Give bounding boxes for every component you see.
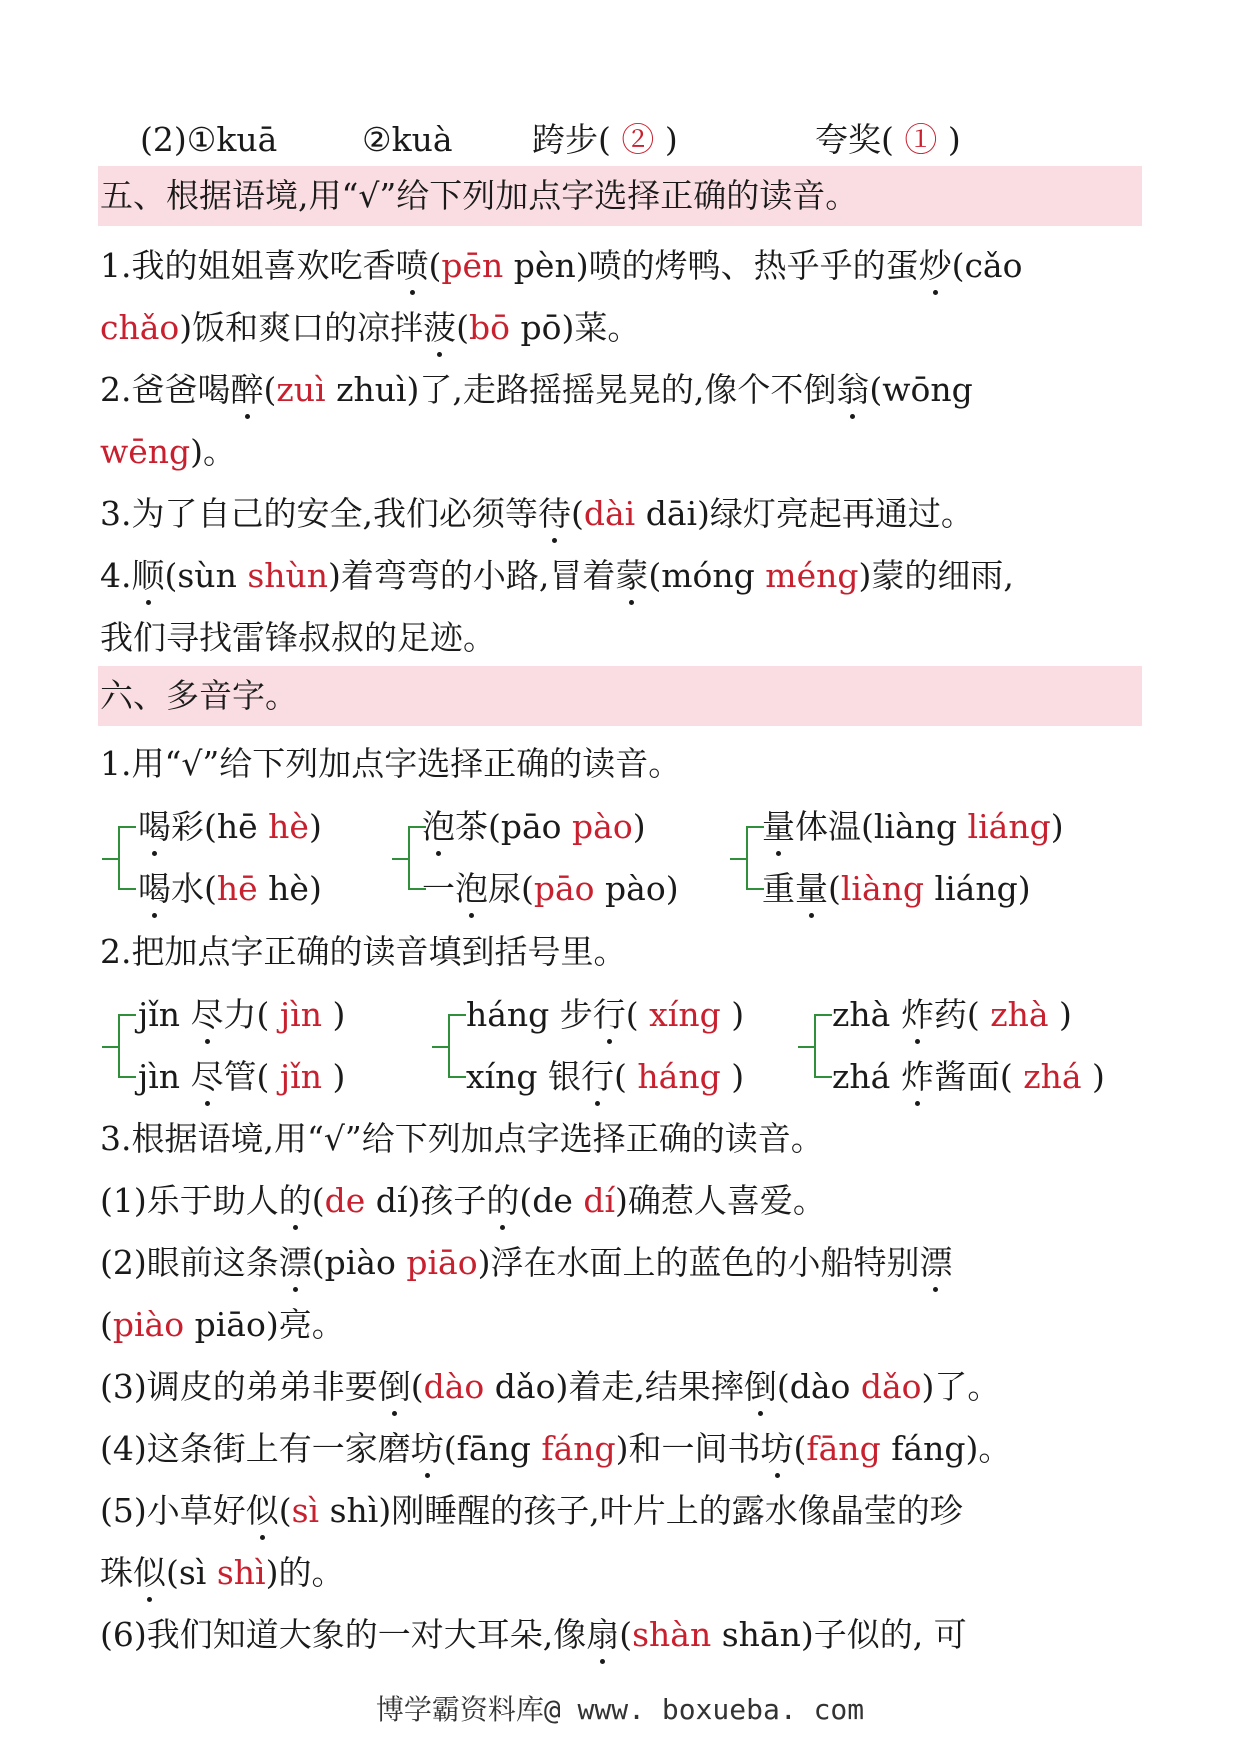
text: (	[278, 1491, 292, 1530]
text: )	[321, 995, 346, 1034]
g1-row2	[138, 867, 322, 911]
text: (fāng	[443, 1429, 542, 1468]
text: 重	[762, 869, 795, 908]
top-item-3-post: )	[664, 120, 678, 159]
text: (	[311, 1181, 325, 1220]
text: (wōng	[869, 370, 973, 409]
top-item-3	[532, 118, 678, 162]
dotted-char: 泡	[422, 805, 455, 849]
answer: hē	[216, 869, 258, 908]
text: (	[456, 308, 470, 347]
answer: pāo	[533, 869, 595, 908]
answer: liáng	[967, 807, 1051, 846]
text: (1)乐于助人	[100, 1181, 279, 1220]
p1-line	[100, 1179, 826, 1223]
text: (piào	[311, 1243, 407, 1282]
g2-row2	[422, 867, 679, 911]
top-item-2	[362, 118, 453, 162]
dotted-char: 扇	[586, 1613, 619, 1657]
p6-line	[100, 1613, 967, 1657]
text: jǐn	[138, 995, 191, 1034]
brace-fill-2	[448, 1014, 466, 1078]
g3-row1	[762, 805, 1064, 849]
answer: wēng	[100, 432, 191, 471]
p4-line	[100, 1427, 1011, 1471]
text: (2)眼前这条	[100, 1243, 279, 1282]
section5-q1-line1	[100, 244, 1022, 288]
p5-line1	[100, 1489, 963, 1533]
text: háng 步	[466, 995, 593, 1034]
text: )着弯弯的小路,冒着	[328, 556, 616, 595]
answer: fāng	[806, 1429, 881, 1468]
dotted-char: 量	[795, 867, 828, 911]
g3-row2	[762, 867, 1031, 911]
text: 彩(hē	[171, 807, 269, 846]
dotted-char: 炒	[919, 244, 952, 288]
p3-line	[100, 1365, 1000, 1409]
answer: dào	[423, 1367, 485, 1406]
section5-q4-line1	[100, 554, 1014, 598]
top-item-1	[140, 118, 277, 162]
text: )	[1048, 995, 1072, 1034]
dotted-char: 的	[486, 1179, 519, 1223]
text: (	[100, 1305, 113, 1344]
top-item-4-answer: ①	[904, 120, 938, 159]
section6-sub3: 3.根据语境,用“√”给下列加点字选择正确的读音。	[100, 1119, 824, 1158]
top-item-4-pre: 夸奖(	[815, 120, 894, 159]
dotted-char: 翁	[836, 368, 869, 412]
top-item-3-pre: 跨步(	[532, 120, 611, 159]
text: dǎo)着走,结果摔	[484, 1367, 744, 1406]
text: shān)子似的, 可	[711, 1615, 967, 1654]
f1-row1	[138, 993, 345, 1037]
text: 4.	[100, 556, 132, 595]
text: (	[625, 995, 650, 1034]
text: )确惹人喜爱。	[615, 1181, 826, 1220]
text: (	[793, 1429, 807, 1468]
text: 体温(liàng	[795, 807, 968, 846]
f3-row1	[832, 993, 1072, 1037]
text: )	[632, 807, 646, 846]
text: (5)小草好	[100, 1491, 246, 1530]
dotted-char: 喝	[138, 805, 171, 849]
text: (cǎo	[951, 246, 1023, 285]
dotted-char: 尽	[191, 993, 224, 1037]
answer: shùn	[247, 556, 329, 595]
g2-row1	[422, 805, 646, 849]
text: )	[1050, 807, 1064, 846]
top-item-3-answer: ②	[621, 120, 655, 159]
text: (3)调皮的弟弟非要	[100, 1367, 378, 1406]
text: (sì	[166, 1553, 217, 1592]
text: )和一间书	[615, 1429, 761, 1468]
text: 一	[422, 869, 455, 908]
dotted-char: 醉	[231, 368, 264, 412]
text: (	[570, 494, 584, 533]
text: zhà	[832, 995, 901, 1034]
text: (móng	[648, 556, 766, 595]
answer: dí	[583, 1181, 616, 1220]
dotted-char: 喝	[138, 867, 171, 911]
dotted-char: 坊	[411, 1427, 444, 1471]
text: 2.爸爸喝	[100, 370, 231, 409]
text: (	[828, 869, 841, 908]
dotted-char: 炸	[901, 993, 934, 1037]
text: )	[1081, 1057, 1105, 1096]
answer: piào	[112, 1305, 185, 1344]
dotted-char: 行	[593, 993, 626, 1037]
section5-title: 五、根据语境,用“√”给下列加点字选择正确的读音。	[100, 176, 859, 215]
dotted-char: 倒	[744, 1365, 777, 1409]
brace-fill-3	[814, 1014, 832, 1078]
section6-sub2: 2.把加点字正确的读音填到括号里。	[100, 932, 627, 971]
dotted-char: 倒	[378, 1365, 411, 1409]
text: (dào	[776, 1367, 861, 1406]
answer: bō	[469, 308, 511, 347]
dotted-char: 似	[246, 1489, 279, 1533]
section6-sub1: 1.用“√”给下列加点字选择正确的读音。	[100, 744, 682, 783]
text: )了。	[921, 1367, 1001, 1406]
answer: de	[324, 1181, 366, 1220]
text: pào)	[594, 869, 679, 908]
p2-line1	[100, 1241, 952, 1285]
brace-fill-1	[118, 1014, 136, 1078]
p2-line2	[100, 1303, 345, 1347]
dotted-char: 炸	[901, 1055, 934, 1099]
dotted-char: 漂	[919, 1241, 952, 1285]
answer: dǎo	[860, 1367, 922, 1406]
answer: hè	[268, 807, 309, 846]
text: )	[321, 1057, 346, 1096]
text: (6)我们知道大象的一对大耳朵,像	[100, 1615, 587, 1654]
text: dí)孩子	[365, 1181, 487, 1220]
text: (	[263, 370, 277, 409]
answer: liàng	[840, 869, 925, 908]
dotted-char: 的	[279, 1179, 312, 1223]
dotted-char: 似	[133, 1551, 166, 1595]
answer: fáng	[541, 1429, 616, 1468]
answer: xíng	[649, 995, 721, 1034]
f1-row2	[138, 1055, 345, 1099]
text: pō)菜。	[510, 308, 641, 347]
answer: jìn	[279, 995, 322, 1034]
f3-row2	[832, 1055, 1105, 1099]
p5-line2	[100, 1551, 344, 1595]
answer: jǐn	[279, 1057, 322, 1096]
answer: chǎo	[100, 308, 180, 347]
answer: zuì	[276, 370, 326, 409]
text: 1.我的姐姐喜欢吃香	[100, 246, 396, 285]
text: (	[614, 1057, 638, 1096]
text: piāo)亮。	[184, 1305, 345, 1344]
footer-watermark: 博学霸资料库@ www. boxueba. com	[375, 1693, 865, 1726]
answer: piāo	[406, 1243, 478, 1282]
top-item-2-text: ②kuà	[362, 120, 453, 159]
text: )蒙的细雨,	[858, 556, 1014, 595]
text: (de	[519, 1181, 584, 1220]
text: zhuì)了,走路摇摇晃晃的,像个不倒	[325, 370, 837, 409]
answer: méng	[765, 556, 859, 595]
text: )的。	[265, 1553, 345, 1592]
section6-title: 六、多音字。	[100, 676, 298, 715]
section5-q3	[100, 492, 974, 536]
dotted-char: 量	[762, 805, 795, 849]
text: 酱面(	[933, 1057, 1024, 1096]
section5-q4-line2: 我们寻找雷锋叔叔的足迹。	[100, 618, 496, 657]
text: fáng)。	[880, 1429, 1012, 1468]
text: zhá	[832, 1057, 901, 1096]
section5-q2-line2	[100, 430, 236, 474]
top-item-4	[815, 118, 961, 162]
brace-group-1	[118, 826, 136, 890]
text: liáng)	[924, 869, 1031, 908]
text: 珠	[100, 1553, 133, 1592]
text: 茶(pāo	[455, 807, 573, 846]
text: )	[308, 807, 322, 846]
answer: zhà	[990, 995, 1049, 1034]
dotted-char: 菠	[423, 306, 456, 350]
text: 尿(	[488, 869, 534, 908]
answer: shàn	[632, 1615, 712, 1654]
dotted-char: 顺	[132, 554, 165, 598]
text: (	[428, 246, 442, 285]
g1-row1	[138, 805, 322, 849]
answer: zhá	[1023, 1057, 1082, 1096]
text: 药(	[933, 995, 991, 1034]
text: 管(	[223, 1057, 280, 1096]
answer: háng	[637, 1057, 721, 1096]
dotted-char: 漂	[279, 1241, 312, 1285]
text: dāi)绿灯亮起再通过。	[635, 494, 974, 533]
text: 力(	[223, 995, 280, 1034]
text: jìn	[138, 1057, 191, 1096]
section5-q2-line1	[100, 368, 973, 412]
dotted-char: 行	[581, 1055, 614, 1099]
f2-row2	[466, 1055, 744, 1099]
text: )	[720, 1057, 745, 1096]
dotted-char: 喷	[396, 244, 429, 288]
f2-row1	[466, 993, 744, 1037]
text: )浮在水面上的蓝色的小船特别	[477, 1243, 920, 1282]
text: 3.为了自己的安全,我们必须等	[100, 494, 538, 533]
text: )饭和爽口的凉拌	[179, 308, 424, 347]
dotted-char: 坊	[761, 1427, 794, 1471]
text: shì)刚睡醒的孩子,叶片上的露水像晶莹的珍	[319, 1491, 963, 1530]
text: xíng 银	[466, 1057, 582, 1096]
text: hè)	[257, 869, 322, 908]
dotted-char: 蒙	[615, 554, 648, 598]
text: (	[410, 1367, 424, 1406]
section5-q1-line2	[100, 306, 640, 350]
text: 水(	[171, 869, 217, 908]
answer: pēn	[441, 246, 504, 285]
text: pèn)喷的烤鸭、热乎乎的蛋	[503, 246, 919, 285]
top-item-1-text: (2)①kuā	[140, 120, 278, 159]
text: (4)这条街上有一家磨	[100, 1429, 411, 1468]
dotted-char: 待	[538, 492, 571, 536]
text: (	[619, 1615, 633, 1654]
answer: shì	[216, 1553, 266, 1592]
top-item-4-post: )	[947, 120, 961, 159]
text: )	[720, 995, 745, 1034]
answer: pào	[572, 807, 633, 846]
dotted-char: 尽	[191, 1055, 224, 1099]
answer: dài	[583, 494, 636, 533]
text: (sùn	[164, 556, 248, 595]
dotted-char: 泡	[455, 867, 488, 911]
text: )。	[190, 432, 237, 471]
answer: sì	[291, 1491, 320, 1530]
